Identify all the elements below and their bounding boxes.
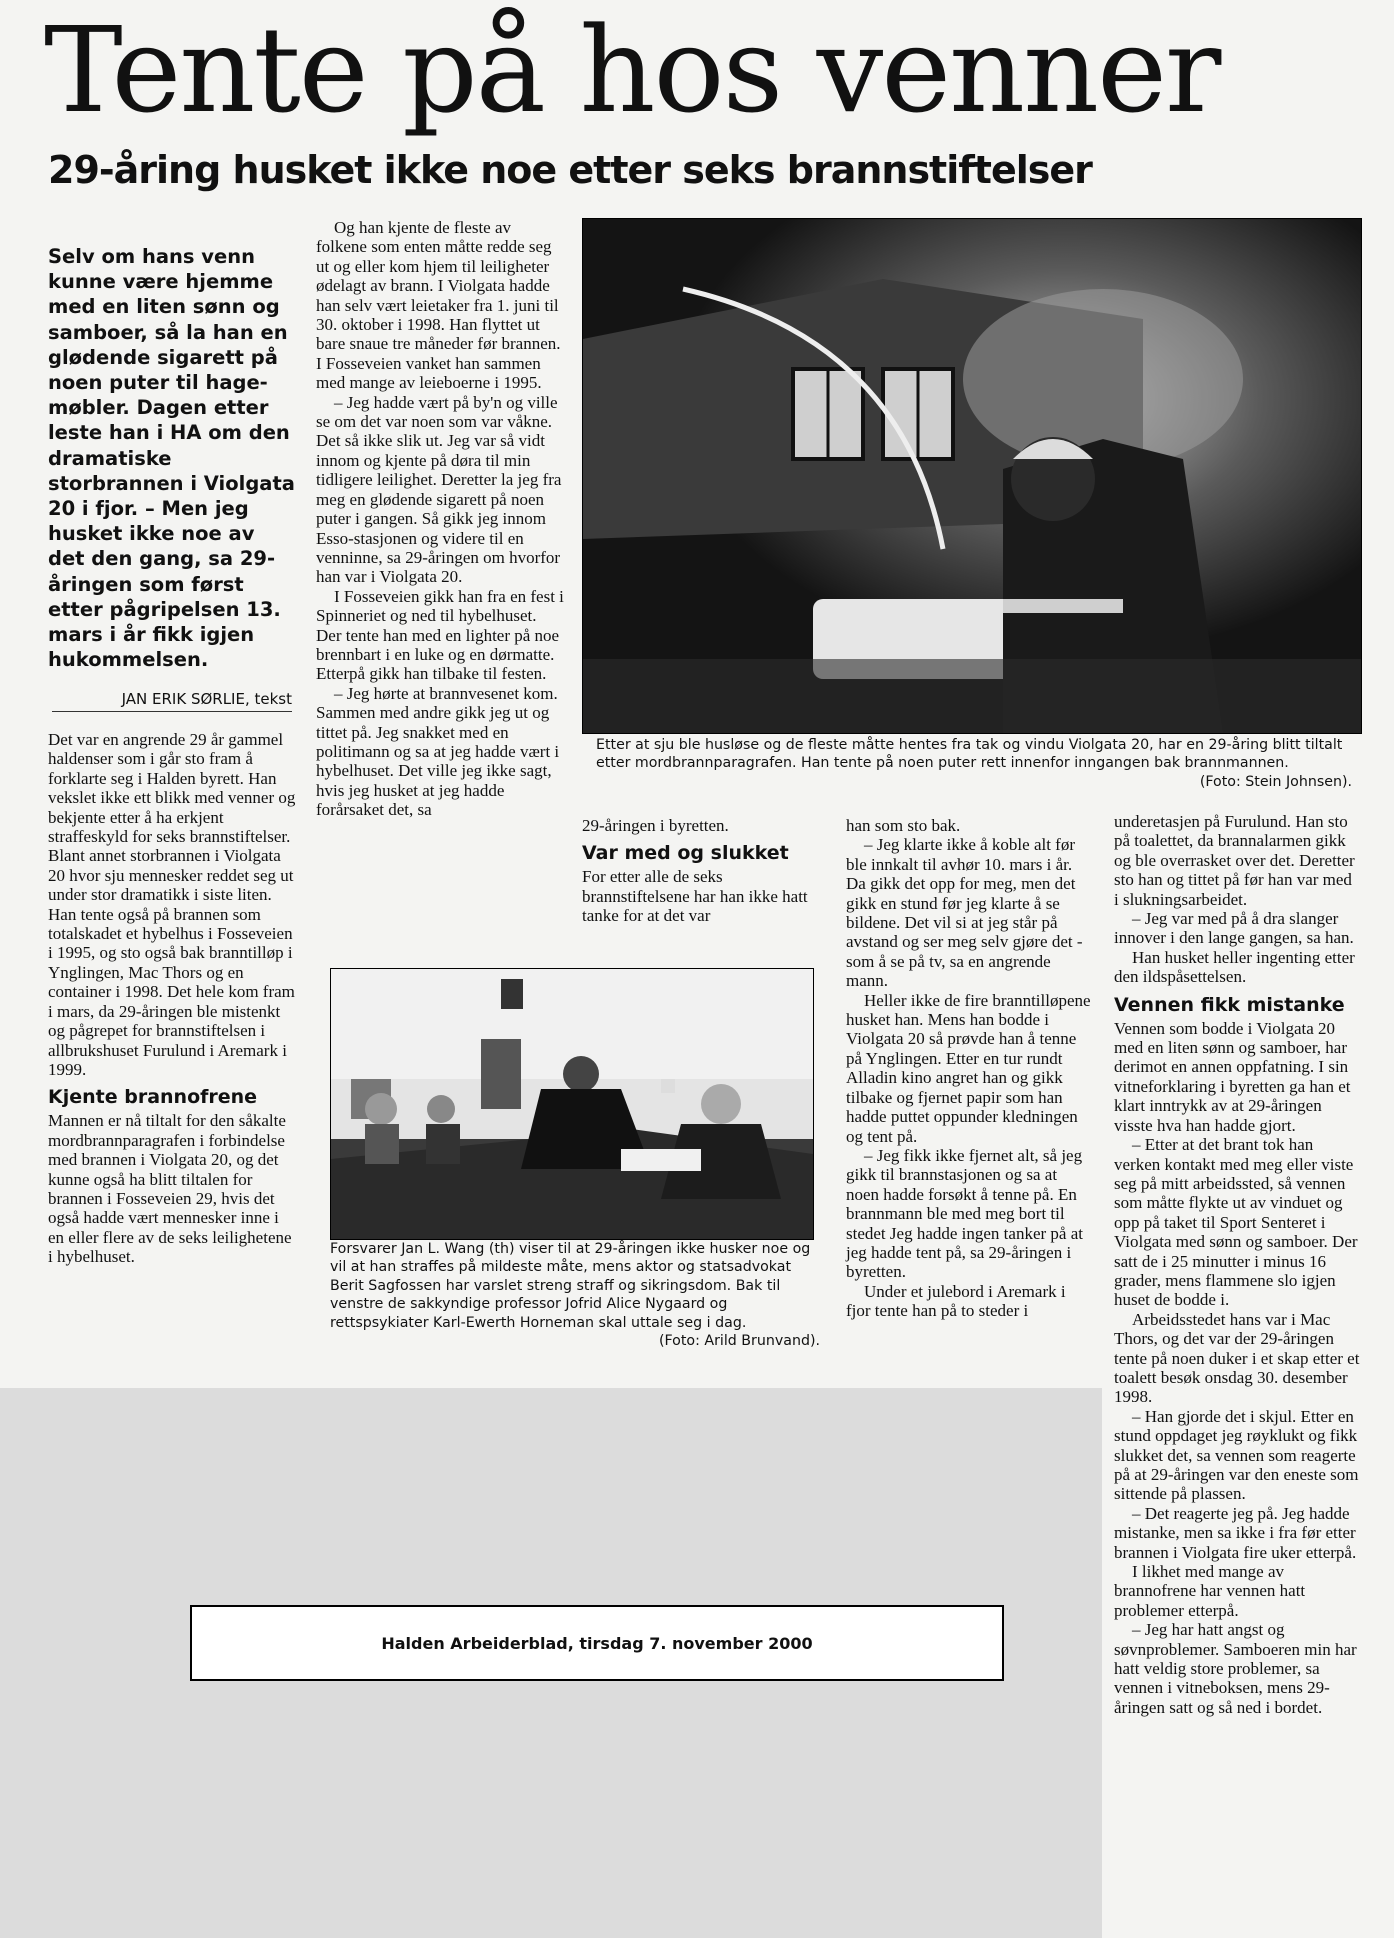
paragraph: Vennen som bodde i Violgata 20 med en liten sønn og samboer, har derimot en annen oppfatning. I sin vitneforklaring i byretten ga han et klart inntrykk av at 29-åringen visste hva han hadde gjort. — [1114, 1018, 1351, 1135]
paragraph: – Jeg hørte at brannvesenet kom. Sammen med andre gikk jeg ut og tittet på. Jeg snakket med en politimann og sa at jeg hadde vært i hybelhuset. Det ville jeg ikke sagt, hvis jeg husket at jeg hadde forårsaket det, sa — [316, 683, 560, 820]
source-label-text: Halden Arbeiderblad, tirsdag 7. november 2000 — [381, 1633, 813, 1653]
fire-photo-caption — [596, 736, 1356, 791]
paragraph: Arbeidsstedet hans var i Mac Thors, og det var der 29-åringen tente på noen duker i et skap etter et toalett besøk onsdag 30. desember 1998. — [1114, 1309, 1360, 1407]
article-column-2 — [316, 218, 564, 820]
photo-credit: (Foto: Stein Johnsen). — [1199, 773, 1352, 790]
fire-photo — [582, 218, 1362, 734]
paragraph: – Jeg var med på å dra slanger innover i den lange gangen, sa han. — [1114, 909, 1354, 948]
courtroom-photo — [330, 968, 814, 1240]
paragraph: 29-åringen i byretten. — [582, 816, 729, 835]
paragraph: Han husket heller ingenting etter den ildspåsettelsen. — [1114, 947, 1355, 987]
paragraph: underetasjen på Furulund. Han sto på toalettet, da brannalarmen gikk og ble overrasket over det. Deretter sto han og tittet på før han var med i slukningsarbeidet. — [1114, 812, 1355, 909]
paragraph: – Jeg fikk ikke fjernet alt, så jeg gikk til brannstasjonen og sa at noen hadde forsøkt å tenne på. En brannmann ble med meg bort til stedet Jeg hadde ingen tanker på at jeg hadde tent på, sa 29-åringen i byretten. — [846, 1145, 1083, 1282]
paragraph: – Jeg klarte ikke å koble alt før ble innkalt til avhør 10. mars i år. Da gikk det opp for meg, men det gikk en stund før jeg klarte å se bildene. Det vil si at jeg står på avstand og ser meg selv gjøre det - som å se på tv, sa en angrende mann. — [846, 835, 1083, 991]
subheadline: 29-åring husket ikke noe etter seks brannstiftelser — [48, 148, 1092, 192]
paragraph: Mannen er nå tiltalt for den såkalte mordbrannparagrafen i forbindelse med brannen i Violgata 20, og det kunne også ha blitt tiltalen for brannen i Fosseveien 29, hvis det også hadde vært mennesker inne i en eller flere av de seks leilighetene i hybelhuset. — [48, 1111, 292, 1267]
paragraph: Det var en angrende 29 år gammel haldenser som i går sto fram å forklarte seg i Halden byrett. Han vekslet ikke ett blikk med venner og bekjente etter å ha erkjent straffeskyld for seks brannstiftelser. Blant annet storbrannen i Violgata 20 hvor sju mennesker reddet seg ut under stor dramatikk i siste liten. Han tente også på brannen som totalskadet et hybelhus i Fosseveien i 1995, og sto også bak branntilløp i Ynglingen, Mac Thors og en container i 1998. Det hele kom fram i mars, da 29-åringen ble mistenkt og pågrepet for brannstiftelsen i allbrukshuset Furulund i Aremark i 1999. — [48, 730, 296, 1079]
article-column-4 — [846, 816, 1092, 1321]
source-label — [190, 1605, 1004, 1681]
headline: Tente på hos venner — [44, 1, 1220, 139]
fire-photo-image — [583, 219, 1361, 733]
section-heading: Vennen fikk mistanke — [1114, 993, 1345, 1016]
paragraph: I Fosseveien gikk han fra en fest i Spinneriet og ned til hybelhuset. Der tente han med en lighter på noe brennbart i en luke og en dørmatte. Etterpå gikk han tilbake til festen. — [316, 586, 564, 684]
paragraph: – Etter at det brant tok han verken kontakt med meg eller viste seg på mitt arbeidssted, så vennen som måtte flykte ut av vinduet og opp på taket til Sport Senteret i Violgata med sønn og samboer. Der satt de i 25 minutter i minus 16 grader, mens flammene slo igjen huset de bodde i. — [1114, 1135, 1358, 1310]
caption-text: Forsvarer Jan L. Wang (th) viser til at 29-åringen ikke husker noe og vil at han straffes på mildeste måte, mens aktor og statsadvokat Berit Sagfossen har varslet streng straff og sikringsdom. Bak til venstre de sakkyndige professor Jofrid Alice Nygaard og rettspsykiater Karl-Ewerth Horneman skal uttale seg i dag. — [330, 1241, 811, 1331]
paragraph: For etter alle de seks brannstiftelsene har han ikke hatt tanke for at det var — [582, 867, 808, 926]
ingress: Selv om hans venn kunne være hjemme med en liten sønn og samboer, så la han en glødende sigarett på noen puter til hage-møbler. Dagen etter leste han i HA om den dramatiske storbrannen i Violgata 20 i fjor. – Men jeg husket ikke noe av det den gang, sa 29-åringen som først etter pågripelsen 13. mars i år fikk igjen hukommelsen. — [48, 245, 295, 672]
paragraph: Under et julebord i Aremark i fjor tente han på to steder i — [846, 1281, 1066, 1321]
paragraph: Og han kjente de fleste av folkene som enten måtte redde seg ut og eller kom hjem til leiligheter ødelagt av brann. I Violgata hadde han selv vært leietaker fra 1. juni til 30. oktober i 1998. Han flyttet ut bare snaue tre måneder før brannen. I Fosseveien vanket han sammen med mange av leieboerne i 1995. — [316, 218, 561, 393]
section-heading: Var med og slukket — [582, 842, 789, 865]
courtroom-photo-caption — [330, 1240, 820, 1350]
paragraph: – Det reagerte jeg på. Jeg hadde mistanke, men sa ikke i fra før etter brannen i Violgata fire uker etterpå. — [1114, 1503, 1357, 1562]
paragraph: – Han gjorde det i skjul. Etter en stund oppdaget jeg røyklukt og fikk slukket det, sa vennen som reagerte på at 29-åringen var den eneste som sittende på plassen. — [1114, 1406, 1359, 1504]
section-heading: Kjente brannofrene — [48, 1086, 258, 1109]
courtroom-photo-image — [331, 969, 813, 1239]
photo-credit: (Foto: Arild Brunvand). — [658, 1333, 820, 1350]
byline: JAN ERIK SØRLIE, tekst — [52, 690, 292, 712]
article-column-3 — [582, 816, 832, 926]
paragraph: I likhet med mange av brannofrene har vennen hatt problemer etterpå. — [1114, 1562, 1306, 1620]
article-column-1 — [48, 730, 296, 1267]
article-column-5 — [1114, 812, 1360, 1717]
paragraph: – Jeg har hatt angst og søvnproblemer. Samboeren min har hatt veldig store problemer, sa vennen i vitneboksen, mens 29-åringen satt og så ned i bordet. — [1114, 1620, 1357, 1717]
paragraph: Heller ikke de fire branntilløpene husket han. Mens han bodde i Violgata 20 så prøvde han å tenne på Ynglingen. Etter en tur rundt Alladin kino angret han og gikk tilbake og fjernet papir som han hadde puttet oppunder kledningen og tent på. — [846, 990, 1091, 1146]
paragraph: han som sto bak. — [846, 816, 961, 835]
paragraph: – Jeg hadde vært på by'n og ville se om det var noen som var våkne. Det så ikke slik ut. Jeg var så vidt innom og kjente på døra til min tidligere leilighet. Deretter la jeg fra meg en glødende sigarett på noen puter i gangen. Så gikk jeg innom Esso-stasjonen og videre til en venninne, sa 29-åringen om hvorfor han var i Violgata 20. — [316, 392, 562, 587]
caption-text: Etter at sju ble husløse og de fleste måtte hentes fra tak og vindu Violgata 20, har en 29-åring blitt tiltalt etter mordbrannparagrafen. Han tente på noen puter rett innenfor inngangen bak brannmannen. — [596, 737, 1343, 772]
